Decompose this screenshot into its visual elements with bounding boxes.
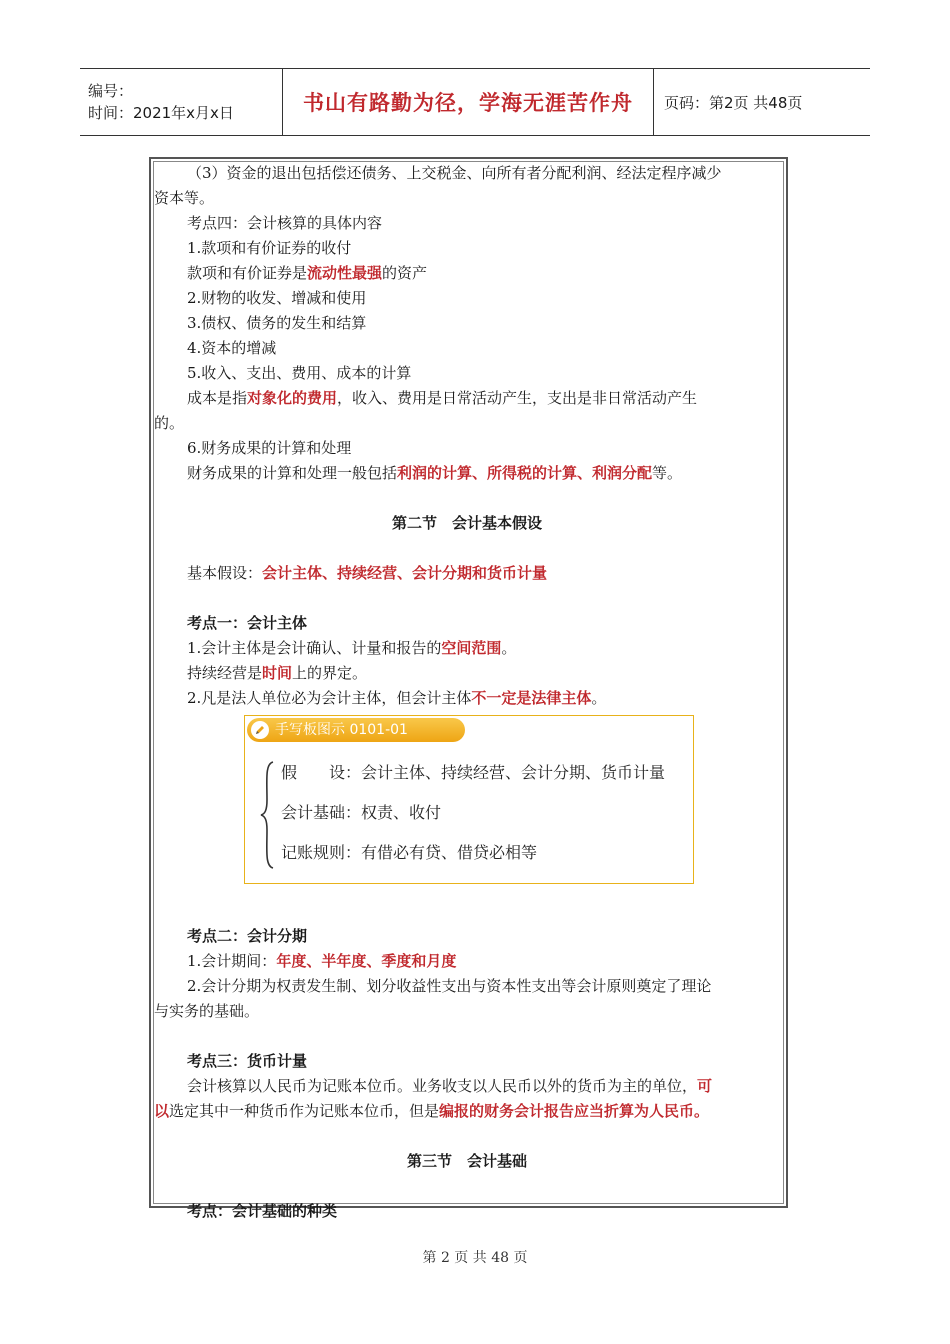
- section-heading: 第三节 会计基础: [406, 1152, 527, 1170]
- text-line: 持续经营是时间上的界定。: [187, 664, 368, 682]
- figure-line: 记账规则：有借必有贷、借贷必相等: [281, 843, 538, 862]
- highlight-text: 时间: [262, 664, 293, 682]
- section-point-title: 考点二：会计分期: [187, 927, 308, 945]
- text-line: 成本是指对象化的费用，收入、费用是日常活动产生，支出是非日常活动产生: [187, 389, 698, 407]
- section-point-title: 考点四：会计核算的具体内容: [187, 214, 383, 232]
- section-point-title: 考点：会计基础的种类: [187, 1202, 338, 1220]
- content-body: [151, 161, 786, 1224]
- highlight-text: 对象化的费用: [247, 389, 338, 407]
- figure-line: 会计基础：权责、收付: [281, 803, 442, 822]
- section-point-title: 考点一：会计主体: [187, 614, 308, 632]
- page-header: [80, 68, 870, 136]
- text-line: 2.会计分期为权责发生制、划分收益性支出与资本性支出等会计原则奠定了理论: [187, 977, 712, 995]
- text-line: 资本等。: [154, 189, 215, 207]
- list-item: 4.资本的增减: [187, 339, 277, 357]
- handwriting-board-figure: [244, 715, 694, 884]
- pencil-icon: [251, 721, 269, 739]
- highlight-text: 年度、半年度、季度和月度: [276, 952, 457, 970]
- text-line: 1.会计期间：年度、半年度、季度和月度: [187, 952, 457, 970]
- highlight-text: 以: [154, 1102, 170, 1120]
- page-footer: 第 2 页 共 48 页: [422, 1250, 528, 1266]
- text-line: 款项和有价证券是流动性最强的资产: [187, 264, 428, 282]
- text-line: 1.会计主体是会计确认、计量和报告的空间范围。: [187, 639, 517, 657]
- number-label: 编号：: [88, 82, 134, 100]
- time-label: 时间：2021年x月x日: [88, 104, 234, 122]
- section-heading: 第二节 会计基本假设: [391, 514, 542, 532]
- list-item: 6.财务成果的计算和处理: [187, 439, 352, 457]
- header-motto: 书山有路勤为径，学海无涯苦作舟: [282, 69, 654, 135]
- text-line: 的。: [154, 414, 185, 432]
- highlight-text: 不一定是法律主体: [471, 689, 592, 707]
- figure-line: 假 设：会计主体、持续经营、会计分期、货币计量: [281, 763, 666, 782]
- highlight-text: 可: [697, 1077, 713, 1095]
- text-line: 财务成果的计算和处理一般包括利润的计算、所得税的计算、利润分配等。: [187, 464, 683, 482]
- content-frame: [149, 157, 788, 1220]
- text-line: 以选定其中一种货币作为记账本位币，但是编报的财务会计报告应当折算为人民币。: [154, 1102, 710, 1120]
- text-line: 会计核算以人民币为记账本位币。业务收支以人民币以外的货币为主的单位，可: [187, 1077, 713, 1095]
- text-line: 与实务的基础。: [154, 1002, 260, 1020]
- highlight-text: 空间范围: [441, 639, 502, 657]
- highlight-text: 会计主体、持续经营、会计分期和货币计量: [262, 564, 548, 582]
- text-line: （3）资金的退出包括偿还债务、上交税金、向所有者分配利润、经法定程序减少: [187, 164, 722, 182]
- text-line: 基本假设：会计主体、持续经营、会计分期和货币计量: [187, 564, 548, 582]
- section-point-title: 考点三：货币计量: [187, 1052, 308, 1070]
- list-item: 5.收入、支出、费用、成本的计算: [187, 364, 412, 382]
- header-page-label: 页码：第2页 共48页: [664, 93, 803, 112]
- text-line: 2.凡是法人单位必为会计主体，但会计主体不一定是法律主体。: [187, 689, 607, 707]
- highlight-text: 流动性最强: [307, 264, 383, 282]
- brace-icon: [259, 760, 277, 870]
- figure-tab-label: 手写板图示 0101-01: [275, 722, 408, 738]
- highlight-text: 编报的财务会计报告应当折算为人民币。: [439, 1102, 710, 1120]
- highlight-text: 利润的计算、所得税的计算、利润分配: [397, 464, 653, 482]
- list-item: 2.财物的收发、增减和使用: [187, 289, 367, 307]
- list-item: 3.债权、债务的发生和结算: [187, 314, 367, 332]
- header-meta: [80, 69, 282, 135]
- list-item: 1.款项和有价证券的收付: [187, 239, 352, 257]
- figure-tab: [247, 718, 465, 742]
